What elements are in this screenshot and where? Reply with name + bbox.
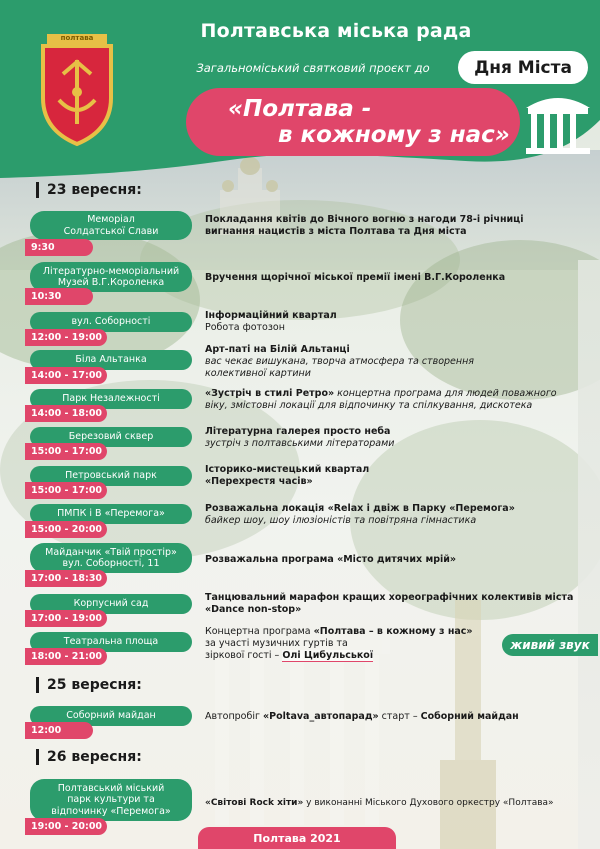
event-description: Арт-паті на Білій Альтанці вас чекає вишукана, творча атмосфера та створення колективної картини xyxy=(205,344,475,379)
live-sound-badge: живий звук xyxy=(502,634,598,656)
time-badge: 15:00 - 17:00 xyxy=(25,443,107,460)
venue-korpusny-garden: Корпусний сад xyxy=(30,594,192,614)
slogan-line-2: в кожному з нас» xyxy=(278,122,510,148)
coat-of-arms-banner-text: полтава xyxy=(60,34,94,42)
event-description: «Світові Rock хіти» у виконанні Міського Духового оркестру «Полтава» xyxy=(205,798,554,808)
time-badge: 18:00 - 21:00 xyxy=(25,648,107,665)
day-header-sep-26: 26 вересня: xyxy=(36,749,142,765)
day-header-sep-25: 25 вересня: xyxy=(36,677,142,693)
time-badge: 19:00 - 20:00 xyxy=(25,818,107,835)
time-badge: 17:00 - 19:00 xyxy=(25,610,107,627)
time-badge: 14:00 - 17:00 xyxy=(25,367,107,384)
slogan-banner xyxy=(186,88,520,156)
time-badge: 12:00 xyxy=(25,722,93,739)
event-description: Розважальна локація «Relax і двіж в Парку «Перемога» байкер шоу, шоу ілюзіоністів та повітряна гімнастика xyxy=(205,503,515,526)
poltava-coat-of-arms-icon xyxy=(43,34,111,144)
venue-soborny-square: Соборний майдан xyxy=(30,706,192,726)
venue-city-culture-park: Полтавський міський парк культури та відпочинку «Перемога» xyxy=(30,779,192,821)
time-badge: 14:00 - 18:00 xyxy=(25,405,107,422)
event-description: Автопробіг «Poltava_автопарад» старт – Соборний майдан xyxy=(205,711,519,722)
venue-sobornosti-street: вул. Соборності xyxy=(30,312,192,332)
time-badge: 15:00 - 20:00 xyxy=(25,521,107,538)
venue-peremoha-park: ПМПК і В «Перемога» xyxy=(30,504,192,524)
project-subtitle: Загальноміський святковий проєкт до xyxy=(196,61,430,75)
city-day-badge: Дня Міста xyxy=(458,51,588,84)
event-description: «Зустріч в стилі Ретро» концертна програма для людей поважного віку, змістовні локації для відпочинку та спілкування, дискотека xyxy=(205,388,557,411)
event-description: Вручення щорічної міської премії імені В.Г.Короленка xyxy=(205,272,506,283)
day-header-sep-23: 23 вересня: xyxy=(36,182,142,198)
time-badge: 12:00 - 19:00 xyxy=(25,329,107,346)
footer-year-label: Полтава 2021 xyxy=(198,827,396,849)
venue-tviy-prostir: Майданчик «Твій простір» вул. Соборності, 11 xyxy=(30,543,192,573)
time-badge: 10:30 xyxy=(25,288,93,305)
time-badge: 17:00 - 18:30 xyxy=(25,570,107,587)
time-badge: 15:00 - 17:00 xyxy=(25,482,107,499)
venue-theatre-square: Театральна площа xyxy=(30,632,192,652)
venue-independence-park: Парк Незалежності xyxy=(30,389,192,409)
council-title: Полтавська міська рада xyxy=(200,20,472,42)
event-description: Танцювальний марафон кращих хореографічних колективів міста «Dance non-stop» xyxy=(205,592,574,615)
slogan-line-1: «Полтава - xyxy=(228,96,372,122)
event-description: Концертна програма «Полтава – в кожному з нас» за участі музичних гуртів та зіркової гості – Олі Цибульської xyxy=(205,626,473,661)
venue-memorial: Меморіал Солдатської Слави xyxy=(30,211,192,240)
venue-korolenko-museum: Літературно-меморіальний Музей В.Г.Короленка xyxy=(30,262,192,292)
venue-birch-square: Березовий сквер xyxy=(30,427,192,447)
time-badge: 9:30 xyxy=(25,239,93,256)
event-description: Інформаційний квартал Робота фотозон xyxy=(205,310,337,333)
event-description: Розважальна програма «Місто дитячих мрій» xyxy=(205,554,457,565)
event-description: Історико-мистецький квартал «Перехрестя часів» xyxy=(205,464,370,487)
event-description: Покладання квітів до Вічного вогню з нагоди 78-і річниці вигнання нацистів з міста Полтава та Дня міста xyxy=(205,214,524,237)
venue-bila-altanka: Біла Альтанка xyxy=(30,350,192,370)
event-description: Літературна галерея просто неба зустріч з полтавськими літераторами xyxy=(205,426,395,449)
venue-petrovsky-park: Петровський парк xyxy=(30,466,192,486)
